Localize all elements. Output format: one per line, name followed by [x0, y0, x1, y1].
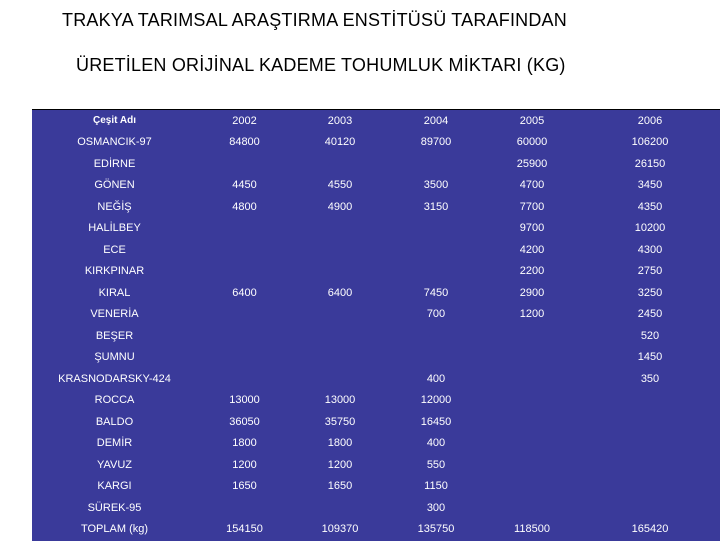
quantity-cell [197, 347, 292, 369]
quantity-cell: 1150 [424, 480, 448, 493]
quantity-cell: 1800 [327, 437, 353, 450]
quantity-cell: 25900 [516, 157, 548, 170]
quantity-cell [580, 433, 720, 455]
quantity-cell [292, 497, 388, 519]
quantity-cell: 4700 [519, 179, 545, 192]
variety-name-cell: EDİRNE [93, 157, 136, 170]
table-row [32, 497, 720, 519]
variety-name-cell: KARGI [97, 480, 132, 493]
quantity-cell: 1200 [327, 458, 353, 471]
quantity-cell: 3500 [423, 179, 449, 192]
quantity-cell: 2750 [637, 265, 663, 278]
header-cell-year: 2004 [423, 114, 449, 127]
quantity-cell: 7700 [519, 200, 545, 213]
quantity-cell: 154150 [226, 523, 263, 536]
quantity-cell [197, 325, 292, 347]
quantity-cell [292, 239, 388, 261]
quantity-cell: 135750 [417, 523, 455, 536]
quantity-cell: 4350 [637, 200, 663, 213]
table-row [32, 433, 720, 455]
quantity-cell: 4300 [637, 243, 663, 256]
quantity-cell: 40120 [324, 136, 356, 149]
table-header-row [32, 110, 720, 132]
page-title-line-2: ÜRETİLEN ORİJİNAL KADEME TOHUMLUK MİKTARI (KG) [76, 55, 566, 75]
quantity-cell: 300 [426, 501, 446, 514]
quantity-cell: 6400 [232, 286, 257, 299]
quantity-cell [484, 368, 580, 390]
quantity-cell: 1450 [637, 351, 663, 364]
quantity-cell: 4200 [519, 243, 545, 256]
table-row [32, 325, 720, 347]
header-cell-year: 2003 [327, 114, 353, 127]
quantity-cell: 400 [426, 437, 446, 450]
quantity-cell: 165420 [631, 523, 669, 536]
quantity-cell: 84800 [229, 136, 260, 149]
quantity-cell: 550 [426, 458, 446, 471]
quantity-cell [580, 454, 720, 476]
quantity-cell: 1800 [232, 437, 257, 450]
variety-name-cell: ROCCA [94, 394, 135, 407]
quantity-cell [484, 497, 580, 519]
quantity-cell [580, 411, 720, 433]
quantity-cell [292, 153, 388, 175]
quantity-cell [292, 218, 388, 240]
quantity-cell [197, 261, 292, 283]
quantity-cell: 3250 [637, 286, 663, 299]
quantity-cell: 700 [426, 308, 446, 321]
page-title-line-1: TRAKYA TARIMSAL ARAŞTIRMA ENSTİTÜSÜ TARAFINDAN [62, 10, 567, 30]
quantity-cell: 26150 [634, 157, 666, 170]
quantity-cell: 109370 [321, 523, 359, 536]
quantity-cell: 1200 [519, 308, 545, 321]
variety-name-cell: YAVUZ [96, 458, 133, 471]
table-row [32, 196, 720, 218]
quantity-cell: 350 [640, 372, 660, 385]
quantity-cell [580, 497, 720, 519]
quantity-cell [388, 239, 484, 261]
variety-name-cell: OSMANCIK-97 [77, 136, 152, 149]
quantity-cell: 1650 [327, 480, 353, 493]
quantity-cell [292, 261, 388, 283]
variety-name-cell: DEMİR [96, 437, 133, 450]
quantity-cell: 13000 [229, 394, 260, 407]
variety-name-cell: HALİLBEY [88, 222, 141, 235]
quantity-cell [580, 476, 720, 498]
table-row [32, 132, 720, 154]
quantity-cell: 520 [640, 329, 660, 342]
quantity-cell: 6400 [327, 286, 353, 299]
table-row [32, 175, 720, 197]
quantity-cell: 4450 [232, 179, 257, 192]
quantity-cell [388, 261, 484, 283]
table-row [32, 153, 720, 175]
header-cell-year: 2006 [637, 114, 663, 127]
variety-name-cell: VENERİA [90, 308, 139, 321]
quantity-cell: 36050 [229, 415, 260, 428]
quantity-cell: 2200 [519, 265, 545, 278]
quantity-cell: 2450 [637, 308, 663, 321]
quantity-cell: 4900 [327, 200, 353, 213]
quantity-cell [197, 239, 292, 261]
variety-name-cell: NEĞİŞ [97, 200, 132, 213]
variety-name-cell: KRASNODARSKY-424 [58, 372, 171, 385]
variety-name-cell: KIRAL [98, 286, 131, 299]
table-row [32, 218, 720, 240]
table-row [32, 390, 720, 412]
variety-name-cell: KIRKPINAR [84, 265, 145, 278]
quantity-cell: 2900 [519, 286, 545, 299]
quantity-cell [580, 390, 720, 412]
quantity-cell: 35750 [324, 415, 356, 428]
quantity-cell [197, 497, 292, 519]
quantity-cell [292, 304, 388, 326]
table-total-row [32, 519, 720, 541]
quantity-cell [197, 218, 292, 240]
quantity-cell [388, 153, 484, 175]
variety-name-cell: ŞUMNU [94, 351, 135, 364]
quantity-cell: 1200 [232, 458, 257, 471]
data-table [32, 110, 720, 540]
quantity-cell [484, 476, 580, 498]
variety-name-cell: BALDO [95, 415, 134, 428]
quantity-cell: 106200 [631, 136, 669, 149]
table-row [32, 368, 720, 390]
quantity-cell: 3150 [423, 200, 449, 213]
quantity-cell [484, 454, 580, 476]
quantity-cell: 9700 [519, 222, 545, 235]
quantity-cell: 3450 [637, 179, 663, 192]
quantity-cell [292, 347, 388, 369]
quantity-cell: 4550 [327, 179, 353, 192]
quantity-cell: 13000 [324, 394, 356, 407]
seed-quantity-table [32, 109, 720, 541]
table-row [32, 282, 720, 304]
quantity-cell [292, 325, 388, 347]
quantity-cell: 7450 [423, 286, 449, 299]
quantity-cell: 10200 [634, 222, 666, 235]
quantity-cell [484, 325, 580, 347]
quantity-cell: 12000 [420, 394, 452, 407]
variety-name-cell: ECE [103, 243, 126, 256]
variety-name-cell: GÖNEN [94, 179, 135, 192]
quantity-cell [484, 347, 580, 369]
quantity-cell [484, 433, 580, 455]
quantity-cell [388, 218, 484, 240]
quantity-cell [484, 390, 580, 412]
quantity-cell [484, 411, 580, 433]
quantity-cell: 1650 [232, 480, 257, 493]
quantity-cell: 16450 [420, 415, 452, 428]
quantity-cell: 89700 [420, 136, 452, 149]
quantity-cell: 60000 [516, 136, 548, 149]
quantity-cell [292, 368, 388, 390]
table-row [32, 261, 720, 283]
quantity-cell: 400 [426, 372, 446, 385]
variety-name-cell: TOPLAM (kg) [80, 523, 149, 536]
table-row [32, 411, 720, 433]
header-cell-year: 2005 [519, 114, 545, 127]
quantity-cell [388, 325, 484, 347]
table-row [32, 347, 720, 369]
header-cell-year: 2002 [232, 114, 257, 127]
quantity-cell [197, 368, 292, 390]
quantity-cell: 4800 [232, 200, 257, 213]
table-row [32, 454, 720, 476]
header-cell-variety: Çeşit Adı [93, 115, 136, 127]
quantity-cell [197, 304, 292, 326]
table-row [32, 476, 720, 498]
table-row [32, 304, 720, 326]
variety-name-cell: BEŞER [95, 329, 134, 342]
table-row [32, 239, 720, 261]
table-body [32, 110, 720, 540]
quantity-cell [388, 347, 484, 369]
quantity-cell [197, 153, 292, 175]
quantity-cell: 118500 [514, 523, 550, 536]
variety-name-cell: SÜREK-95 [87, 501, 142, 514]
